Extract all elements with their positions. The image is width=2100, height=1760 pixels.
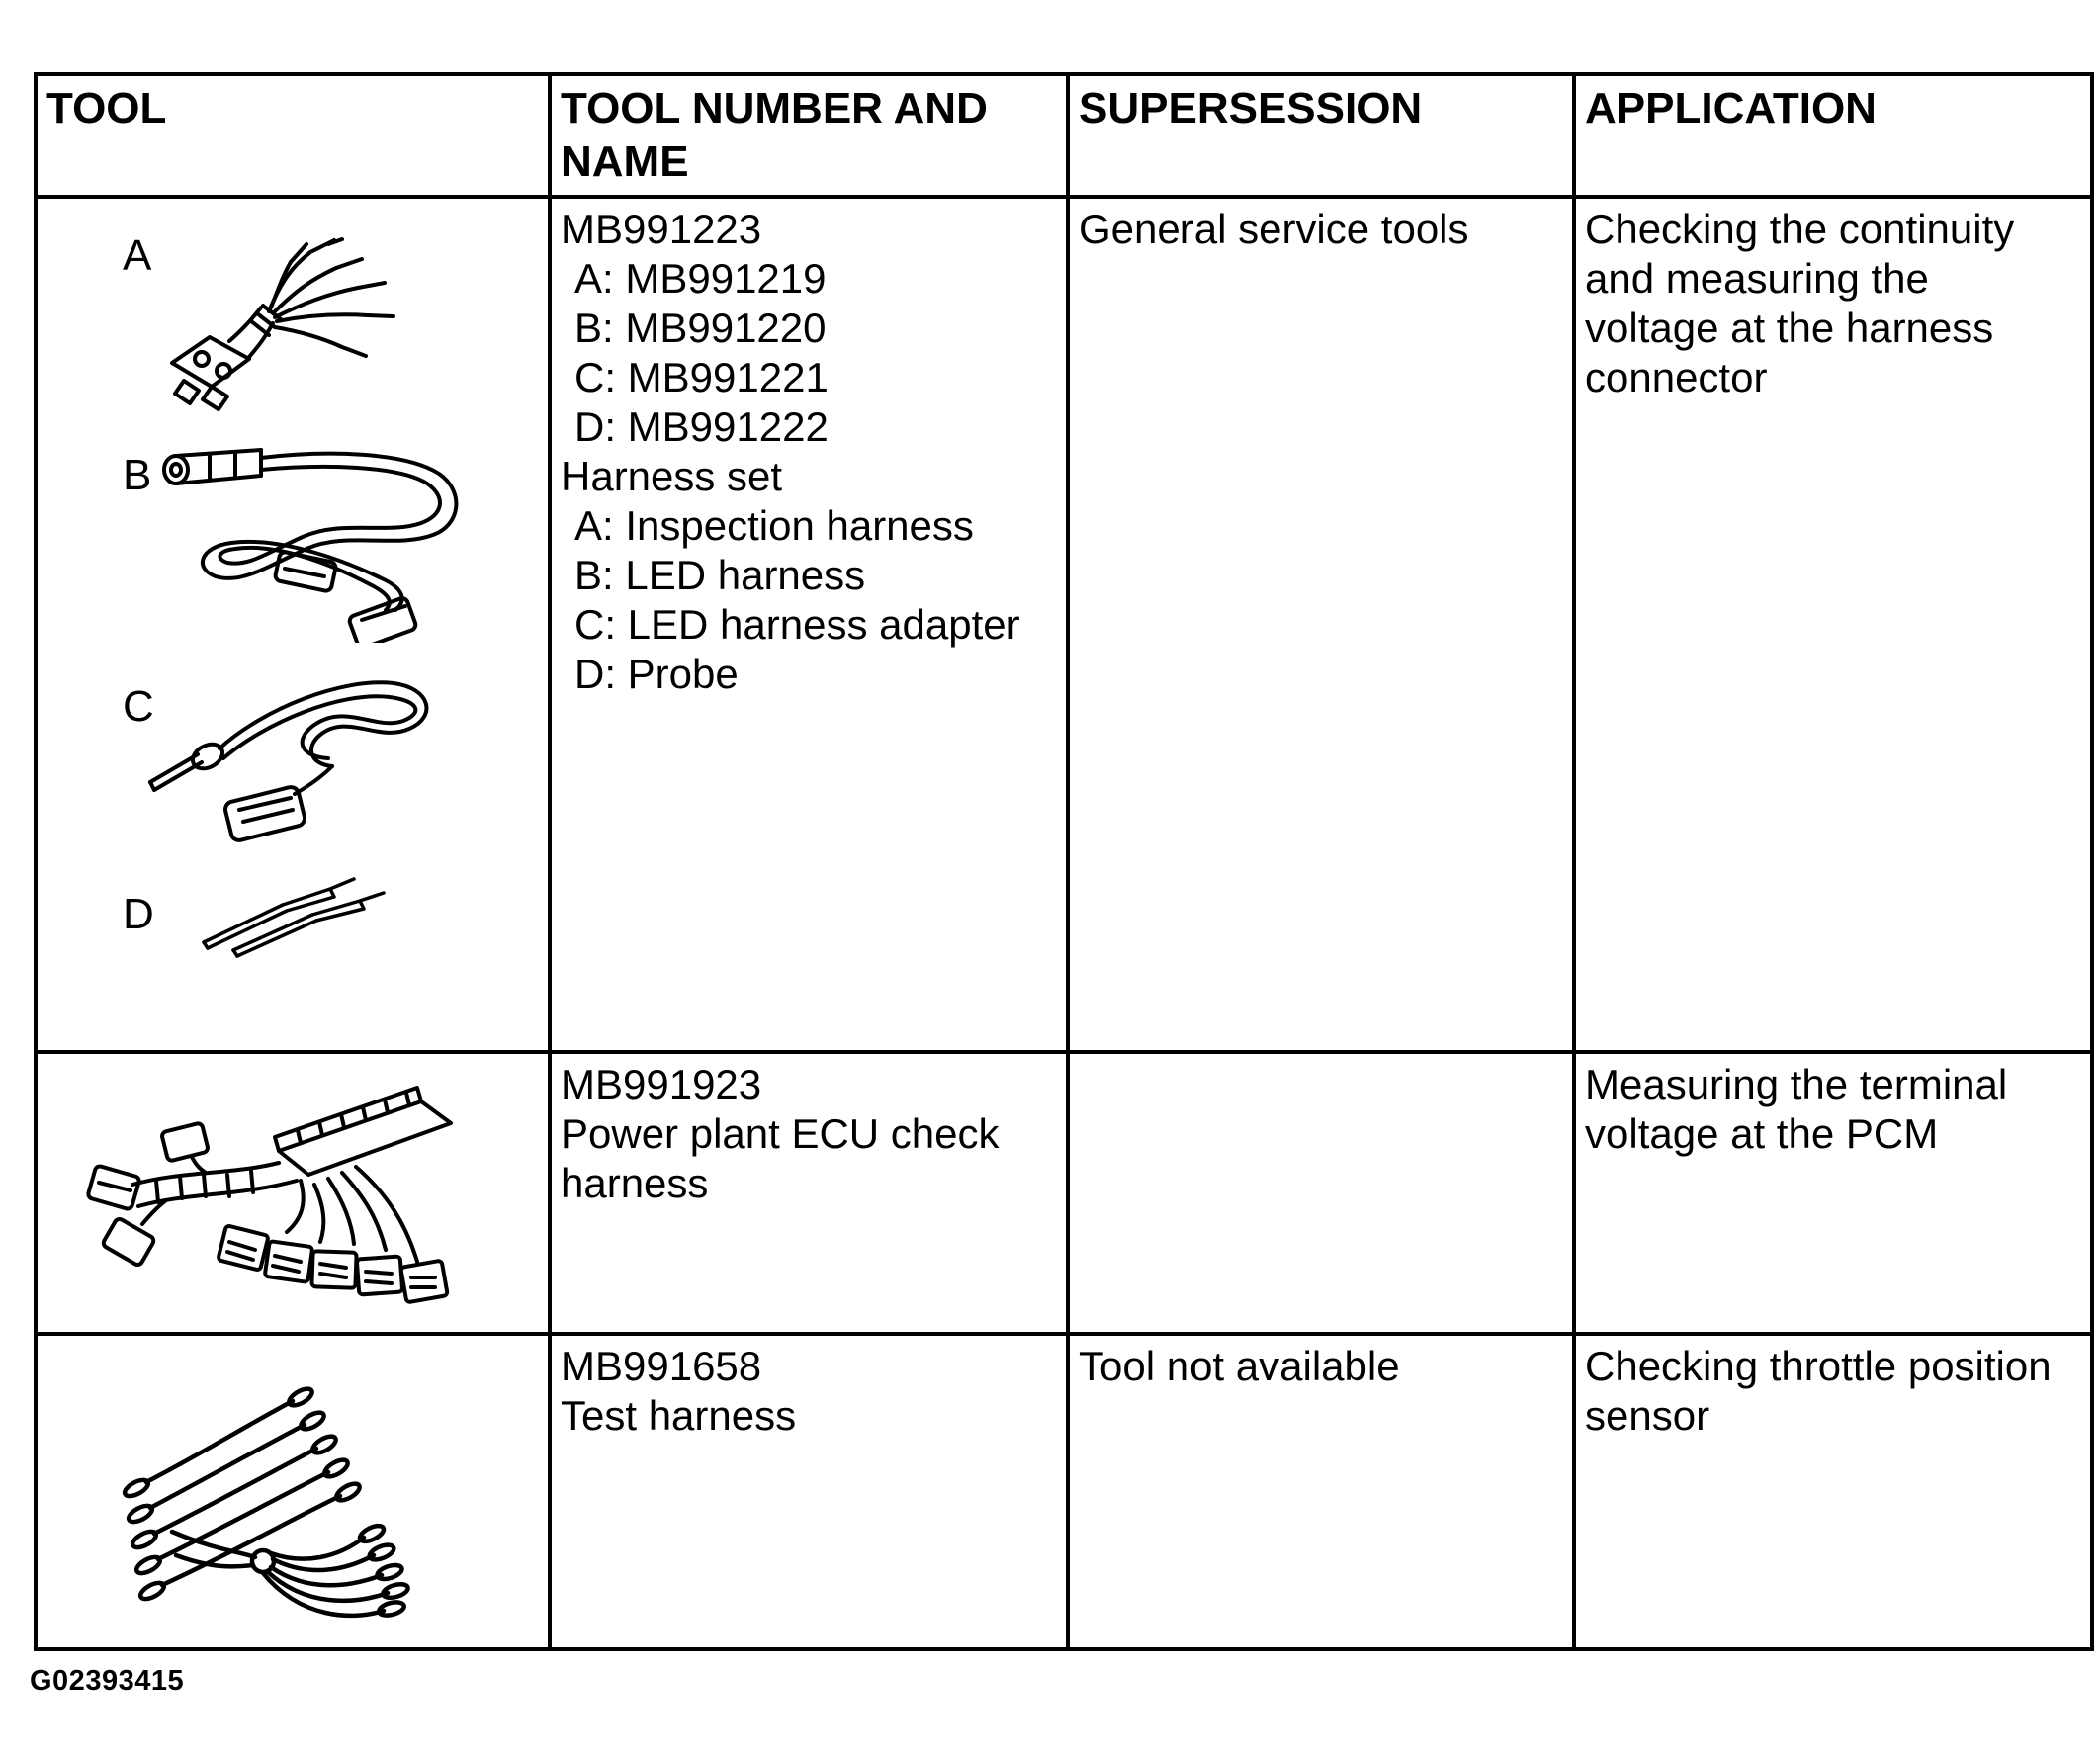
tool-number-line: B: MB991220	[574, 305, 827, 351]
column-header-supersession: SUPERSESSION	[1068, 74, 1574, 197]
column-header-tool-number-and-name: TOOL NUMBER AND NAME	[550, 74, 1068, 197]
tool-name-line: B: LED harness	[574, 552, 866, 598]
column-header-application: APPLICATION	[1574, 74, 2092, 197]
tool-illustration-cell	[36, 197, 550, 1052]
tool-label-c: C	[123, 682, 154, 731]
application-cell	[1574, 1334, 2092, 1649]
tool-number-line: MB991658	[561, 1343, 762, 1389]
supersession-cell	[1068, 1334, 1574, 1649]
inspection-harness-drawing	[154, 226, 401, 434]
tool-number-line: C: MB991221	[574, 354, 829, 400]
figure-code: G02393415	[30, 1665, 185, 1697]
tool-name-line: Harness set	[561, 453, 783, 499]
supersession-text: General service tools	[1079, 206, 1469, 252]
tool-number-line: MB991223	[561, 206, 762, 252]
tool-illustration-cell	[36, 1334, 550, 1649]
tool-number-line: D: MB991222	[574, 403, 829, 450]
tool-number-cell	[550, 1334, 1068, 1649]
tool-name-line: Test harness	[561, 1392, 797, 1439]
probe-drawing	[198, 871, 391, 965]
tool-label-d: D	[123, 890, 154, 938]
supersession-text: Tool not available	[1079, 1343, 1400, 1389]
table-header-row	[36, 74, 2092, 197]
tool-name-line: C: LED harness adapter	[574, 601, 1020, 648]
column-header-tool: TOOL	[36, 74, 550, 197]
test-harness-drawing	[115, 1362, 411, 1638]
table-row-test-harness	[36, 1334, 2092, 1649]
application-cell	[1574, 197, 2092, 1052]
table-row-ecu-check-harness	[36, 1052, 2092, 1334]
tool-name-line: A: Inspection harness	[574, 502, 974, 549]
tool-number-line: A: MB991219	[574, 255, 827, 302]
tool-label-b: B	[123, 451, 152, 499]
application-text: Checking throttle position sensor	[1585, 1343, 2052, 1439]
tool-name-line: Power plant ECU check harness	[561, 1110, 1000, 1206]
led-harness-adapter-drawing	[144, 654, 441, 846]
supersession-cell	[1068, 1052, 1574, 1334]
special-tools-table	[34, 72, 2094, 1651]
tool-illustration-cell	[36, 1052, 550, 1334]
tool-number-cell	[550, 1052, 1068, 1334]
tool-name-line: D: Probe	[574, 651, 739, 697]
tool-number-cell	[550, 197, 1068, 1052]
table-row-harness-set	[36, 197, 2092, 1052]
tool-number-line: MB991923	[561, 1061, 762, 1107]
application-text: Checking the continuity and measuring the voltage at the harness connector	[1585, 206, 2015, 400]
application-cell	[1574, 1052, 2092, 1334]
led-harness-drawing	[158, 440, 465, 643]
ecu-check-harness-drawing	[73, 1068, 459, 1315]
application-text: Measuring the terminal voltage at the PCM	[1585, 1061, 2008, 1157]
tool-label-a: A	[123, 231, 152, 280]
supersession-cell	[1068, 197, 1574, 1052]
